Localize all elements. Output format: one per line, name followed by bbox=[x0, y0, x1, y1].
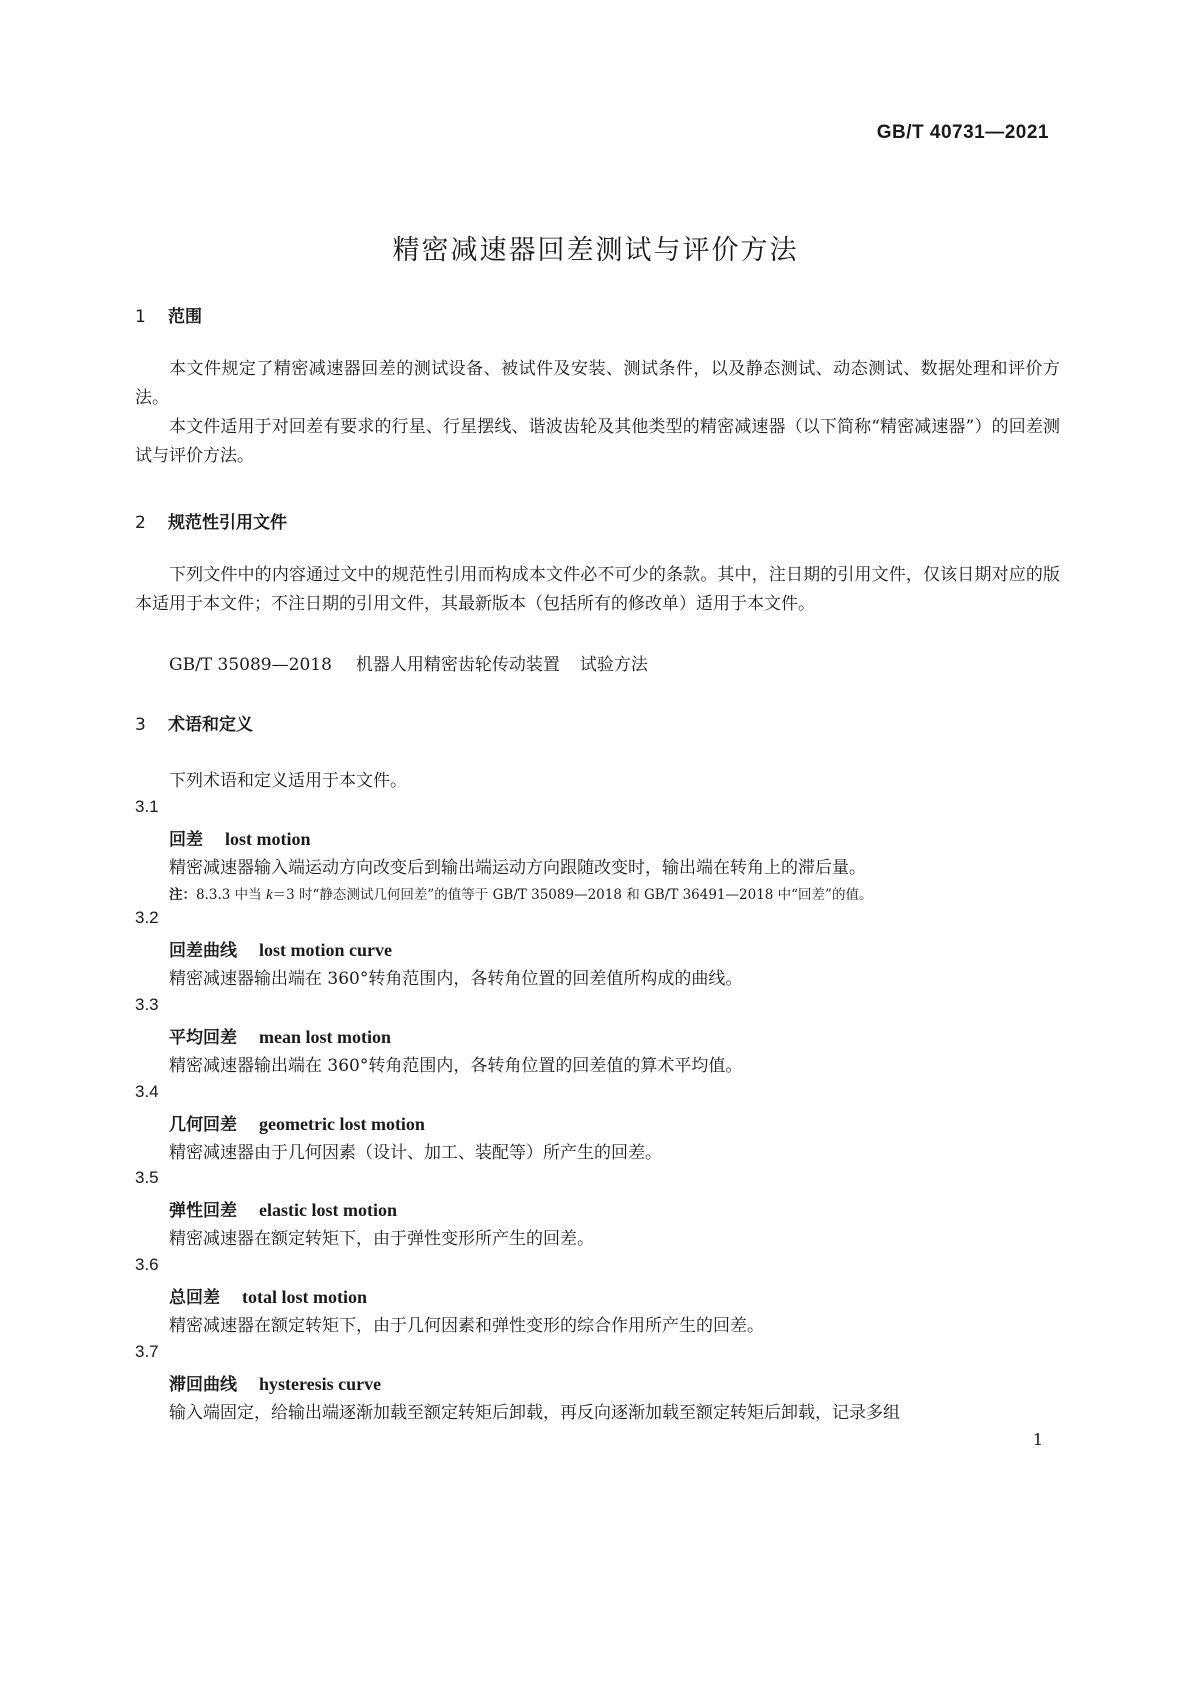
term-definition: 精密减速器输出端在 360°转角范围内，各转角位置的回差值所构成的曲线。 bbox=[169, 969, 743, 989]
section-number: 3 bbox=[135, 715, 146, 735]
section-number: 1 bbox=[135, 307, 146, 327]
term-name bbox=[169, 1023, 391, 1048]
section-2-heading bbox=[135, 508, 287, 533]
standard-number: GB/T 40731—2021 bbox=[876, 122, 1049, 143]
section-title: 术语和定义 bbox=[168, 715, 253, 735]
term-name bbox=[169, 825, 311, 850]
term-name bbox=[169, 1283, 367, 1308]
term-number: 3.7 bbox=[135, 1342, 159, 1361]
scope-paragraph-1: 本文件规定了精密减速器回差的测试设备、被试件及安装、测试条件，以及静态测试、动态测试、数据处理和评价方法。 bbox=[135, 359, 1060, 408]
terms-intro: 下列术语和定义适用于本文件。 bbox=[169, 771, 407, 791]
term-name bbox=[169, 1110, 425, 1135]
term-definition: 精密减速器输入端运动方向改变后到输出端运动方向跟随改变时，输出端在转角上的滞后量。 bbox=[169, 858, 866, 878]
term-name-en: lost motion curve bbox=[259, 940, 392, 960]
section-title: 范围 bbox=[168, 307, 202, 327]
note-text-after: ＝3 时“静态测试几何回差”的值等于 GB/T 35089—2018 和 GB/T 36491—2018 中“回差”的值。 bbox=[272, 887, 873, 903]
scope-paragraph-2: 本文件适用于对回差有要求的行星、行星摆线、谐波齿轮及其他类型的精密减速器（以下简称“精密减速器”）的回差测试与评价方法。 bbox=[135, 417, 1060, 466]
term-name-cn: 滞回曲线 bbox=[169, 1375, 237, 1395]
document-title: 精密减速器回差测试与评价方法 bbox=[392, 235, 799, 266]
section-title: 规范性引用文件 bbox=[168, 513, 287, 533]
note-variable: k bbox=[265, 887, 273, 903]
term-definition: 精密减速器在额定转矩下，由于弹性变形所产生的回差。 bbox=[169, 1229, 594, 1249]
section-3-heading bbox=[135, 710, 253, 735]
term-number: 3.1 bbox=[135, 797, 159, 816]
note-text-before: 8.3.3 中当 bbox=[196, 887, 266, 903]
term-name-cn: 弹性回差 bbox=[169, 1201, 237, 1221]
term-definition: 精密减速器在额定转矩下，由于几何因素和弹性变形的综合作用所产生的回差。 bbox=[169, 1316, 764, 1336]
term-number: 3.4 bbox=[135, 1082, 159, 1101]
term-name-en: elastic lost motion bbox=[259, 1200, 397, 1220]
note-label: 注： bbox=[169, 887, 196, 903]
term-name-cn: 总回差 bbox=[169, 1288, 220, 1308]
reference-entry bbox=[169, 650, 648, 675]
term-name bbox=[169, 1370, 381, 1395]
term-name-en: total lost motion bbox=[242, 1287, 367, 1307]
term-number: 3.6 bbox=[135, 1255, 159, 1274]
term-note bbox=[169, 883, 872, 904]
term-number: 3.3 bbox=[135, 995, 159, 1014]
term-name-cn: 回差曲线 bbox=[169, 941, 237, 961]
reference-subtitle: 试验方法 bbox=[579, 655, 648, 675]
term-number: 3.2 bbox=[135, 908, 159, 927]
term-name-cn: 平均回差 bbox=[169, 1028, 237, 1048]
term-name-cn: 几何回差 bbox=[169, 1115, 237, 1135]
section-1-heading bbox=[135, 302, 202, 327]
term-name bbox=[169, 936, 392, 961]
page-number: 1 bbox=[1032, 1430, 1043, 1449]
term-name-en: geometric lost motion bbox=[259, 1114, 425, 1134]
term-number: 3.5 bbox=[135, 1168, 159, 1187]
normative-references-paragraph: 下列文件中的内容通过文中的规范性引用而构成本文件必不可少的条款。其中，注日期的引用文件，仅该日期对应的版本适用于本文件；不注日期的引用文件，其最新版本（包括所有的修改单）适用于本文件。 bbox=[135, 565, 1060, 614]
reference-code: GB/T 35089—2018 bbox=[169, 655, 332, 675]
term-name-cn: 回差 bbox=[169, 830, 203, 850]
reference-title: 机器人用精密齿轮传动装置 bbox=[355, 655, 560, 675]
term-name-en: hysteresis curve bbox=[259, 1374, 382, 1394]
term-definition: 精密减速器输出端在 360°转角范围内，各转角位置的回差值的算术平均值。 bbox=[169, 1056, 743, 1076]
section-number: 2 bbox=[135, 513, 146, 533]
term-name-en: lost motion bbox=[225, 829, 311, 849]
term-definition: 输入端固定，给输出端逐渐加载至额定转矩后卸载，再反向逐渐加载至额定转矩后卸载，记录多组 bbox=[169, 1403, 900, 1423]
term-name bbox=[169, 1196, 397, 1221]
term-name-en: mean lost motion bbox=[259, 1027, 391, 1047]
term-definition: 精密减速器由于几何因素（设计、加工、装配等）所产生的回差。 bbox=[169, 1143, 662, 1163]
